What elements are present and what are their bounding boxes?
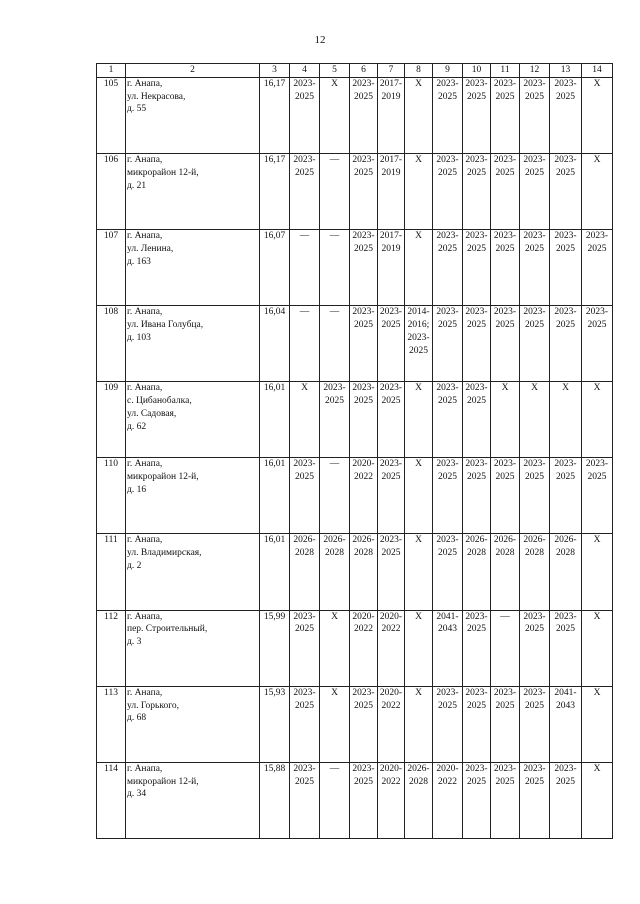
value-cell: 16,01 (260, 458, 290, 534)
period-cell-col-13: 2023- 2025 (550, 77, 582, 153)
row-number-cell: 109 (97, 382, 126, 458)
table-row (97, 382, 613, 458)
value-cell: 16,01 (260, 534, 290, 610)
period-cell-col-4: 2026- 2028 (290, 534, 320, 610)
value-cell: 16,07 (260, 230, 290, 306)
row-number-cell: 106 (97, 153, 126, 229)
table-row (97, 306, 613, 382)
column-header-6: 6 (350, 64, 378, 78)
column-header-13: 13 (550, 64, 582, 78)
period-cell-col-14: X (582, 610, 613, 686)
period-cell-col-9: 2023- 2025 (433, 382, 463, 458)
value-cell: 16,01 (260, 382, 290, 458)
row-number-cell: 105 (97, 77, 126, 153)
period-cell-col-5: — (320, 230, 350, 306)
table-row (97, 610, 613, 686)
period-cell-col-7: 2017- 2019 (378, 230, 405, 306)
period-cell-col-12: 2023- 2025 (520, 610, 550, 686)
period-cell-col-14: X (582, 382, 613, 458)
column-header-7: 7 (378, 64, 405, 78)
period-cell-col-4: 2023- 2025 (290, 610, 320, 686)
period-cell-col-8: 2026- 2028 (405, 762, 433, 838)
period-cell-col-5: 2023- 2025 (320, 382, 350, 458)
period-cell-col-10: 2026- 2028 (463, 534, 491, 610)
table-row (97, 762, 613, 838)
period-cell-col-5: — (320, 762, 350, 838)
period-cell-col-9: 2023- 2025 (433, 306, 463, 382)
value-cell: 15,93 (260, 686, 290, 762)
period-cell-col-5: 2026- 2028 (320, 534, 350, 610)
period-cell-col-10: 2023- 2025 (463, 77, 491, 153)
period-cell-col-4: 2023- 2025 (290, 77, 320, 153)
period-cell-col-9: 2023- 2025 (433, 230, 463, 306)
period-cell-col-9: 2041- 2043 (433, 610, 463, 686)
period-cell-col-14: X (582, 762, 613, 838)
column-header-10: 10 (463, 64, 491, 78)
row-number-cell: 114 (97, 762, 126, 838)
period-cell-col-6: 2023- 2025 (350, 77, 378, 153)
column-header-14: 14 (582, 64, 613, 78)
period-cell-col-6: 2023- 2025 (350, 686, 378, 762)
column-header-9: 9 (433, 64, 463, 78)
column-header-11: 11 (491, 64, 520, 78)
period-cell-col-14: X (582, 77, 613, 153)
period-cell-col-12: 2023- 2025 (520, 306, 550, 382)
period-cell-col-13: 2023- 2025 (550, 762, 582, 838)
period-cell-col-13: 2041- 2043 (550, 686, 582, 762)
period-cell-col-14: X (582, 534, 613, 610)
period-cell-col-11: X (491, 382, 520, 458)
row-number-cell: 113 (97, 686, 126, 762)
period-cell-col-8: X (405, 77, 433, 153)
period-cell-col-5: — (320, 458, 350, 534)
period-cell-col-5: — (320, 306, 350, 382)
period-cell-col-4: X (290, 382, 320, 458)
table-row (97, 534, 613, 610)
period-cell-col-5: X (320, 610, 350, 686)
period-cell-col-9: 2023- 2025 (433, 77, 463, 153)
table-body (97, 77, 613, 838)
period-cell-col-5: X (320, 686, 350, 762)
period-cell-col-7: 2017- 2019 (378, 153, 405, 229)
period-cell-col-13: 2023- 2025 (550, 610, 582, 686)
period-cell-col-12: 2023- 2025 (520, 77, 550, 153)
table-row (97, 230, 613, 306)
address-cell: г. Анапа, ул. Ивана Голубца, д. 103 (126, 306, 260, 382)
address-cell: г. Анапа, микрорайон 12-й, д. 16 (126, 458, 260, 534)
period-cell-col-4: — (290, 230, 320, 306)
period-cell-col-7: 2017- 2019 (378, 77, 405, 153)
period-cell-col-14: 2023- 2025 (582, 230, 613, 306)
period-cell-col-13: 2026- 2028 (550, 534, 582, 610)
period-cell-col-11: — (491, 610, 520, 686)
period-cell-col-8: X (405, 382, 433, 458)
period-cell-col-6: 2023- 2025 (350, 230, 378, 306)
period-cell-col-4: 2023- 2025 (290, 762, 320, 838)
period-cell-col-6: 2023- 2025 (350, 382, 378, 458)
period-cell-col-6: 2020- 2022 (350, 458, 378, 534)
column-header-8: 8 (405, 64, 433, 78)
period-cell-col-4: 2023- 2025 (290, 686, 320, 762)
period-cell-col-11: 2023- 2025 (491, 686, 520, 762)
period-cell-col-7: 2020- 2022 (378, 762, 405, 838)
address-cell: г. Анапа, с. Цибанобалка, ул. Садовая, д. 62 (126, 382, 260, 458)
value-cell: 16,04 (260, 306, 290, 382)
period-cell-col-7: 2023- 2025 (378, 382, 405, 458)
period-cell-col-7: 2023- 2025 (378, 534, 405, 610)
period-cell-col-11: 2023- 2025 (491, 762, 520, 838)
period-cell-col-10: 2023- 2025 (463, 458, 491, 534)
period-cell-col-4: — (290, 306, 320, 382)
period-cell-col-14: 2023- 2025 (582, 306, 613, 382)
period-cell-col-8: X (405, 458, 433, 534)
column-header-5: 5 (320, 64, 350, 78)
period-cell-col-14: X (582, 153, 613, 229)
page-number: 12 (314, 34, 326, 46)
column-header-4: 4 (290, 64, 320, 78)
period-cell-col-5: X (320, 77, 350, 153)
period-cell-col-8: 2014- 2016; 2023- 2025 (405, 306, 433, 382)
address-cell: г. Анапа, ул. Владимирская, д. 2 (126, 534, 260, 610)
period-cell-col-7: 2023- 2025 (378, 458, 405, 534)
period-cell-col-4: 2023- 2025 (290, 458, 320, 534)
period-cell-col-14: X (582, 686, 613, 762)
period-cell-col-8: X (405, 686, 433, 762)
row-number-cell: 112 (97, 610, 126, 686)
period-cell-col-12: 2023- 2025 (520, 458, 550, 534)
column-header-12: 12 (520, 64, 550, 78)
period-cell-col-7: 2023- 2025 (378, 306, 405, 382)
period-cell-col-13: X (550, 382, 582, 458)
table-row (97, 153, 613, 229)
period-cell-col-10: 2023- 2025 (463, 610, 491, 686)
period-cell-col-9: 2020- 2022 (433, 762, 463, 838)
address-cell: г. Анапа, микрорайон 12-й, д. 21 (126, 153, 260, 229)
period-cell-col-6: 2023- 2025 (350, 762, 378, 838)
period-cell-col-11: 2023- 2025 (491, 458, 520, 534)
period-cell-col-12: 2023- 2025 (520, 153, 550, 229)
address-cell: г. Анапа, ул. Ленина, д. 163 (126, 230, 260, 306)
period-cell-col-6: 2020- 2022 (350, 610, 378, 686)
period-cell-col-8: X (405, 534, 433, 610)
value-cell: 15,99 (260, 610, 290, 686)
period-cell-col-12: 2026- 2028 (520, 534, 550, 610)
period-cell-col-14: 2023- 2025 (582, 458, 613, 534)
value-cell: 16,17 (260, 77, 290, 153)
period-cell-col-9: 2023- 2025 (433, 686, 463, 762)
column-header-1: 1 (97, 64, 126, 78)
period-cell-col-12: X (520, 382, 550, 458)
row-number-cell: 110 (97, 458, 126, 534)
period-cell-col-11: 2023- 2025 (491, 77, 520, 153)
period-cell-col-8: X (405, 230, 433, 306)
column-header-2: 2 (126, 64, 260, 78)
period-cell-col-10: 2023- 2025 (463, 762, 491, 838)
period-cell-col-13: 2023- 2025 (550, 230, 582, 306)
column-header-3: 3 (260, 64, 290, 78)
period-cell-col-10: 2023- 2025 (463, 306, 491, 382)
period-cell-col-12: 2023- 2025 (520, 762, 550, 838)
row-number-cell: 111 (97, 534, 126, 610)
period-cell-col-11: 2026- 2028 (491, 534, 520, 610)
period-cell-col-5: — (320, 153, 350, 229)
period-cell-col-6: 2023- 2025 (350, 306, 378, 382)
period-cell-col-12: 2023- 2025 (520, 686, 550, 762)
address-cell: г. Анапа, микрорайон 12-й, д. 34 (126, 762, 260, 838)
row-number-cell: 107 (97, 230, 126, 306)
period-cell-col-8: X (405, 153, 433, 229)
period-cell-col-12: 2023- 2025 (520, 230, 550, 306)
address-cell: г. Анапа, ул. Горького, д. 68 (126, 686, 260, 762)
column-number-header-row (97, 64, 613, 78)
period-cell-col-9: 2023- 2025 (433, 458, 463, 534)
period-cell-col-8: X (405, 610, 433, 686)
period-cell-col-6: 2023- 2025 (350, 153, 378, 229)
period-cell-col-9: 2023- 2025 (433, 534, 463, 610)
table-row (97, 458, 613, 534)
period-cell-col-13: 2023- 2025 (550, 458, 582, 534)
period-cell-col-10: 2023- 2025 (463, 686, 491, 762)
period-cell-col-10: 2023- 2025 (463, 230, 491, 306)
value-cell: 15,88 (260, 762, 290, 838)
period-cell-col-10: 2023- 2025 (463, 382, 491, 458)
period-cell-col-13: 2023- 2025 (550, 153, 582, 229)
period-cell-col-11: 2023- 2025 (491, 306, 520, 382)
housing-register-table (96, 63, 613, 839)
table-row (97, 77, 613, 153)
period-cell-col-7: 2020- 2022 (378, 686, 405, 762)
period-cell-col-13: 2023- 2025 (550, 306, 582, 382)
period-cell-col-6: 2026- 2028 (350, 534, 378, 610)
period-cell-col-9: 2023- 2025 (433, 153, 463, 229)
period-cell-col-7: 2020- 2022 (378, 610, 405, 686)
value-cell: 16,17 (260, 153, 290, 229)
period-cell-col-10: 2023- 2025 (463, 153, 491, 229)
address-cell: г. Анапа, пер. Строительный, д. 3 (126, 610, 260, 686)
row-number-cell: 108 (97, 306, 126, 382)
period-cell-col-4: 2023- 2025 (290, 153, 320, 229)
address-cell: г. Анапа, ул. Некрасова, д. 55 (126, 77, 260, 153)
table-row (97, 686, 613, 762)
period-cell-col-11: 2023- 2025 (491, 153, 520, 229)
period-cell-col-11: 2023- 2025 (491, 230, 520, 306)
